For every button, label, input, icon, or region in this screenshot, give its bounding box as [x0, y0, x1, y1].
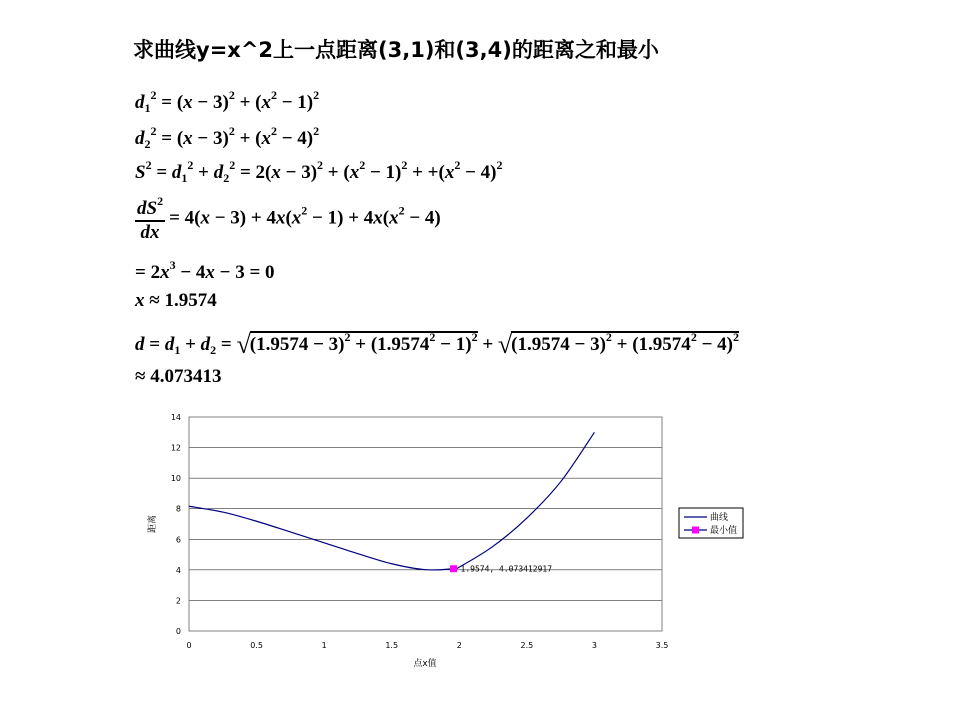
minimum-point-label: 1.9574, 4.073412917 — [460, 564, 553, 574]
x-tick-label: 2 — [456, 641, 462, 650]
equation-distance-sum: $d = d_1 + d_2 = √(1.9574 - 3)^2 + (1.9574^2 - 1)^2 + √(1.9574 - 3)^2 + (1.9574^2 - 4)^2$ — [135, 330, 739, 359]
x-tick-label: 3.5 — [655, 641, 669, 650]
equation-derivative: $\frac{dS^2}{dx}$ = $4(x - 3) + 4x(x^2 - 1) + 4x(x^2 - 4)$ — [137, 194, 441, 243]
y-tick-label: 0 — [175, 627, 181, 636]
legend-square-marker-icon — [692, 527, 699, 534]
axis-ticks — [171, 413, 669, 650]
x-tick-label: 1 — [321, 641, 327, 650]
x-axis-title: 点x值 — [413, 659, 437, 669]
y-tick-label: 2 — [175, 596, 181, 606]
slide-title: 求曲线y=x^2上一点距离(3,1)和(3,4)的距离之和最小 — [133, 38, 659, 62]
chart-series — [189, 432, 594, 573]
x-approx-value: 1.9574 — [164, 290, 217, 311]
equation-s-squared: $S^2 = d_1^2 + d_2^2 = 2(x - 3)^2 + (x^2 - 1)^2 + +(x^2 - 4)^2$ — [135, 158, 503, 185]
equation-d2-squared: $d_2^2 = (x - 3)^2 + (x^2 - 4)^2$ — [135, 124, 320, 151]
x-tick-label: 0 — [186, 641, 192, 650]
equation-cubic: = $2x^3 - 4x - 3 = 0$ — [135, 258, 275, 283]
y-tick-label: 8 — [175, 504, 181, 514]
derivative-fraction: $\frac{dS^2}{dx}$ — [137, 194, 164, 243]
d-result-value: 4.073413 — [150, 366, 222, 387]
equation-d1-squared: $d_1^2 = (x - 3)^2 + (x^2 - 1)^2$ — [135, 88, 320, 115]
equation-x-approx: x ≈ 1.9574 — [135, 290, 217, 311]
y-tick-label: 12 — [170, 443, 181, 453]
x-tick-label: 3 — [591, 641, 597, 650]
y-tick-label: 10 — [170, 474, 181, 484]
y-axis-title: 距离 — [148, 514, 158, 534]
minimum-point-marker — [450, 565, 457, 572]
legend-label-minimum: 最小值 — [710, 526, 738, 536]
x-tick-label: 1.5 — [385, 641, 399, 650]
chart-legend — [679, 508, 743, 538]
x-tick-label: 0.5 — [250, 641, 263, 650]
legend-label-curve: 曲线 — [710, 513, 729, 523]
plot-area-border — [189, 417, 662, 631]
y-tick-label: 4 — [175, 565, 181, 575]
x-tick-label: 2.5 — [520, 641, 534, 650]
y-tick-label: 14 — [170, 413, 181, 422]
equation-d-result: ≈ 4.073413 — [135, 366, 222, 387]
chart-gridlines — [189, 448, 662, 601]
y-tick-label: 6 — [175, 535, 181, 545]
curve-series-line — [189, 432, 594, 570]
